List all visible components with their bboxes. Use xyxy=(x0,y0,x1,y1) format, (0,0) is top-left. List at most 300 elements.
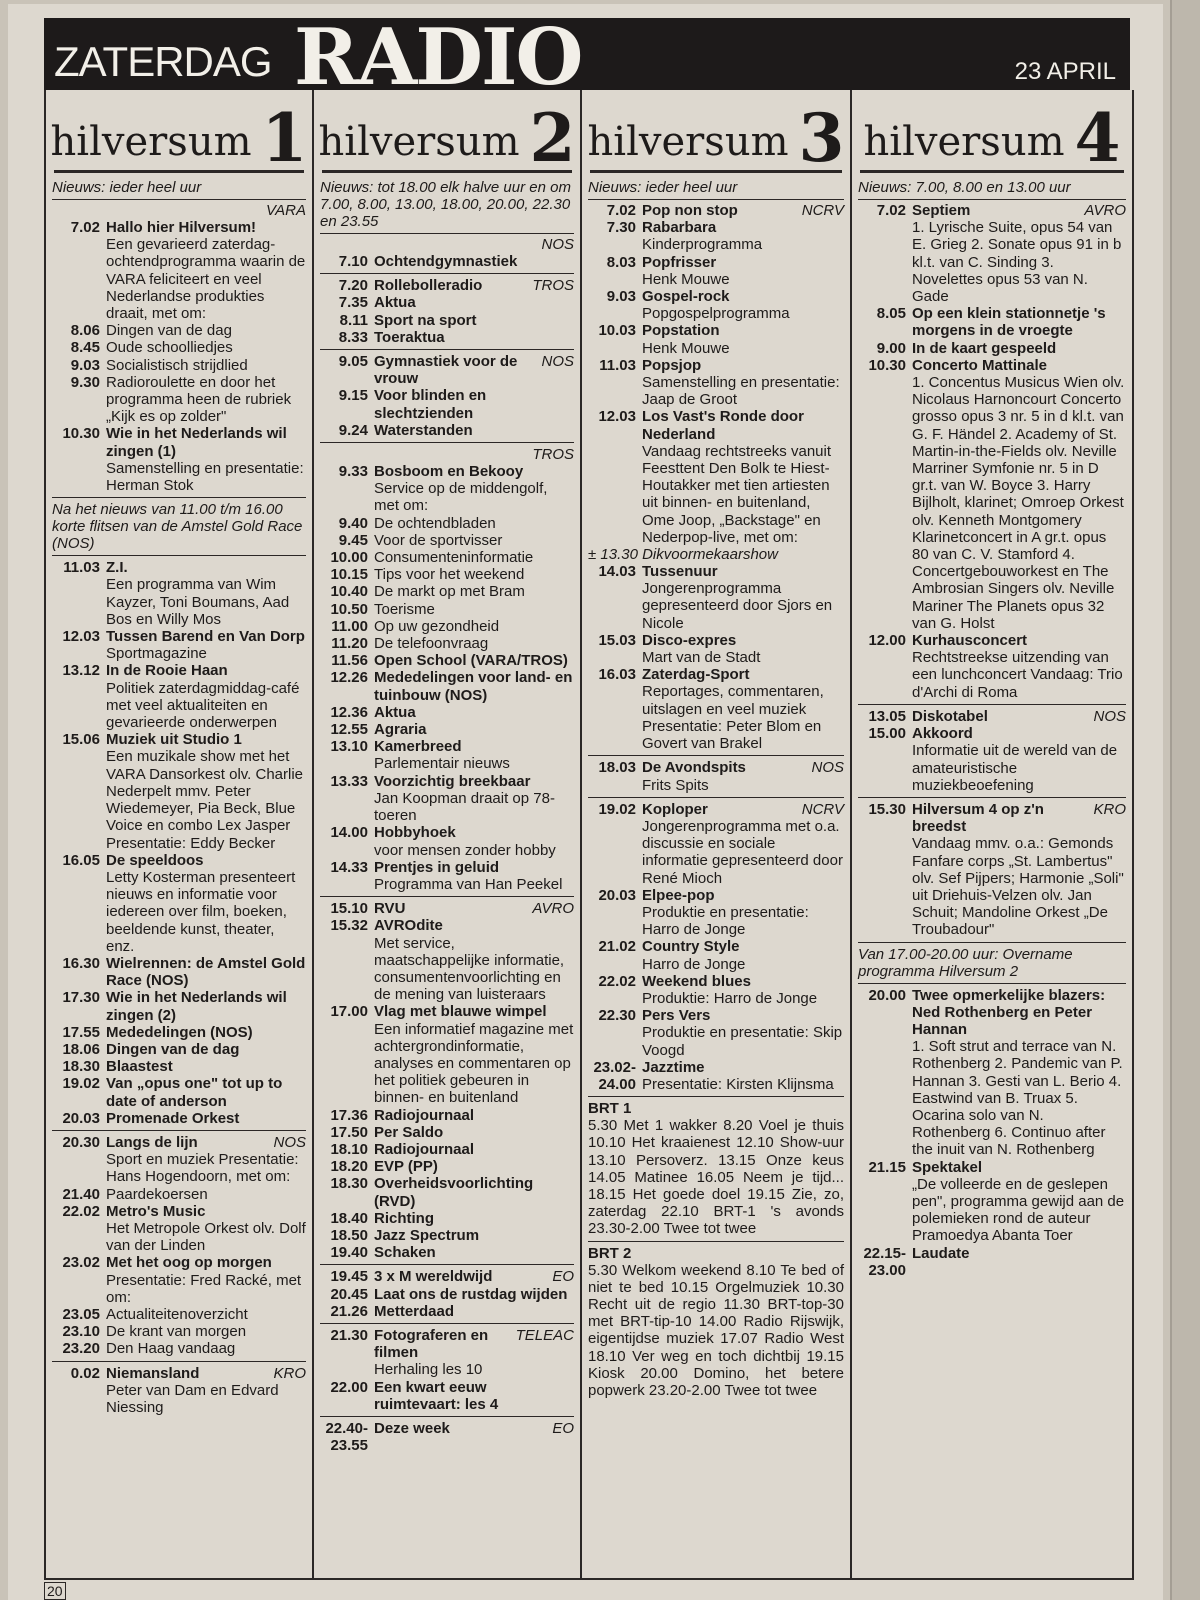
program-body xyxy=(642,322,844,356)
program-title: Los Vast's Ronde door Nederland xyxy=(642,408,804,443)
program-description: Toerisme xyxy=(374,600,435,618)
header-day: ZATERDAG xyxy=(54,38,272,85)
program-entry xyxy=(320,859,574,893)
program-title-line xyxy=(106,1254,306,1271)
program-description: Produktie en presentatie: Skip Voogd xyxy=(642,1024,843,1059)
program-description: Actualiteitenoverzicht xyxy=(106,1305,248,1323)
program-description: Politiek zaterdagmiddag-café met veel aktualiteiten en gevarieerde onderwerpen xyxy=(106,679,300,732)
program-title: RVU xyxy=(374,900,406,918)
program-time: 10.30 xyxy=(868,356,906,374)
program-time: 9.40 xyxy=(338,514,368,532)
program-body xyxy=(374,635,574,652)
program-title: Rollebolleradio xyxy=(374,277,483,295)
program-title-line xyxy=(912,1245,1126,1262)
program-entry xyxy=(52,628,306,662)
program-title-line xyxy=(642,938,844,955)
program-description: Vandaag mmv. o.a.: Gemonds Fanfare corps „St. Lambertus" olv. Sef Pijpers; Harmonie „Soli" uit Driehuis-Velzen olv. Jan Schuit; Mandoline Orkest „De Troubadour" xyxy=(912,835,1124,939)
program-time: 9.03 xyxy=(70,356,100,374)
schedule-note: ± 13.30 Dikvoormekaarshow xyxy=(588,546,778,564)
program-time: 19.02 xyxy=(598,800,636,818)
program-entry xyxy=(320,1003,574,1106)
program-body xyxy=(642,254,844,288)
program-entry xyxy=(52,852,306,955)
program-title-line xyxy=(374,294,574,311)
program-time: 12.36 xyxy=(330,703,368,721)
program-entry xyxy=(588,563,844,632)
program-time: 23.10 xyxy=(62,1323,100,1341)
brt-schedule: 5.30 Welkom weekend 8.10 Te bed of niet te bed 10.15 Orgelmuziek 10.30 Recht uit de regio 11.30 BRT-top-30 met BRT-tip-10 14.00 Radio Rijswijk, eigentijdse muziek 17.07 Radio West 18.10 Ver weg en toch dichtbij 19.15 Kiosk 20.00 Domino, het betere popwerk 23.20-2.00 Twee tot twee xyxy=(588,1261,844,1399)
program-description: Frits Spits xyxy=(642,776,709,794)
program-body xyxy=(374,900,574,917)
program-entry xyxy=(320,1379,574,1413)
program-entry xyxy=(320,900,574,917)
program-title: Aktua xyxy=(374,294,416,312)
program-entry xyxy=(320,1286,574,1303)
divider xyxy=(320,442,574,443)
program-entry xyxy=(858,632,1126,701)
program-grid xyxy=(44,90,1134,1580)
program-title: Langs de lijn xyxy=(106,1133,198,1151)
program-description: De krant van morgen xyxy=(106,1323,247,1341)
program-title: Op een klein stationnetje 's morgens in de vroegte xyxy=(912,305,1106,340)
program-entry xyxy=(320,618,574,635)
program-entry xyxy=(858,357,1126,632)
program-title-line xyxy=(374,277,574,294)
program-title-line xyxy=(106,989,306,1023)
program-body xyxy=(374,669,574,703)
program-title-line xyxy=(106,1203,306,1220)
program-title: Wie in het Nederlands wil zingen (1) xyxy=(106,425,287,460)
program-description: Op uw gezondheid xyxy=(374,617,500,635)
program-title: Tussenuur xyxy=(642,563,718,581)
program-title-line xyxy=(642,408,844,442)
program-title-line xyxy=(106,1041,306,1058)
program-time: 20.03 xyxy=(62,1109,100,1127)
news-schedule: Nieuws: tot 18.00 elk halve uur en om 7.00, 8.00, 13.00, 18.00, 20.00, 22.30 en 23.55 xyxy=(320,179,574,234)
broadcaster: NOS xyxy=(811,759,844,777)
program-title-line xyxy=(642,254,844,271)
program-title-line xyxy=(106,1134,306,1151)
brt-heading: BRT 1 xyxy=(588,1100,632,1118)
program-entry xyxy=(320,1244,574,1261)
program-body xyxy=(374,1268,574,1285)
program-title: Blaastest xyxy=(106,1058,173,1076)
program-body xyxy=(106,339,306,356)
program-body xyxy=(106,1110,306,1127)
program-time: 9.24 xyxy=(338,421,368,439)
program-time: 18.50 xyxy=(330,1226,368,1244)
program-entry xyxy=(320,353,574,387)
program-title-line xyxy=(374,738,574,755)
program-title: Z.I. xyxy=(106,559,128,577)
program-time: 21.40 xyxy=(62,1185,100,1203)
program-entry xyxy=(52,1323,306,1340)
program-title-line xyxy=(374,422,574,439)
program-entry xyxy=(320,635,574,652)
program-time: 10.40 xyxy=(330,583,368,601)
program-body xyxy=(642,563,844,632)
program-title-line xyxy=(106,1024,306,1041)
program-time: 8.05 xyxy=(876,305,906,323)
program-time: 20.45 xyxy=(330,1285,368,1303)
program-body xyxy=(642,219,844,253)
program-entry xyxy=(320,601,574,618)
program-description: Consumenteninformatie xyxy=(374,549,534,567)
program-description: Parlementair nieuws xyxy=(374,755,510,773)
program-description: Presentatie: Kirsten Klijnsma xyxy=(642,1075,834,1093)
program-body xyxy=(106,1306,306,1323)
divider xyxy=(588,1096,844,1097)
news-schedule: Nieuws: 7.00, 8.00 en 13.00 uur xyxy=(858,179,1126,200)
program-entry xyxy=(320,422,574,439)
program-body xyxy=(912,1159,1126,1245)
program-entry xyxy=(588,322,844,356)
divider xyxy=(320,273,574,274)
program-body xyxy=(912,725,1126,794)
divider xyxy=(320,1323,574,1324)
program-entry xyxy=(588,357,844,409)
program-time: 11.03 xyxy=(599,356,636,374)
program-body xyxy=(106,1323,306,1340)
broadcaster-label: TROS xyxy=(532,446,574,464)
program-title-line xyxy=(106,425,306,459)
program-body xyxy=(374,515,574,532)
program-time: 20.00 xyxy=(868,986,906,1004)
program-entry xyxy=(320,387,574,421)
program-body xyxy=(642,202,844,219)
program-entry xyxy=(320,277,574,294)
program-title: Voorzichtig breekbaar xyxy=(374,772,531,790)
program-title: Laudate xyxy=(912,1244,970,1262)
program-body xyxy=(374,618,574,635)
divider xyxy=(52,1361,306,1362)
program-body xyxy=(374,738,574,772)
program-body xyxy=(106,425,306,494)
program-title: EVP (PP) xyxy=(374,1158,438,1176)
program-time: 11.56 xyxy=(331,652,368,670)
program-time: 16.30 xyxy=(62,954,100,972)
program-entry xyxy=(320,515,574,532)
program-title: Wielrennen: de Amstel Gold Race (NOS) xyxy=(106,954,306,990)
program-body xyxy=(374,721,574,738)
program-body xyxy=(374,1244,574,1261)
brt-block xyxy=(588,1100,844,1237)
program-title: Toeraktua xyxy=(374,328,445,346)
program-time: 21.02 xyxy=(598,938,636,956)
program-time: 8.06 xyxy=(70,322,100,340)
program-entry xyxy=(320,1107,574,1124)
broadcaster: AVRO xyxy=(1084,202,1126,219)
program-title: Concerto Mattinale xyxy=(912,356,1048,374)
program-description: De ochtendbladen xyxy=(374,514,496,532)
program-title-line xyxy=(374,312,574,329)
program-time: 21.26 xyxy=(330,1302,368,1320)
program-time: 13.10 xyxy=(330,738,368,756)
program-description: Een gevarieerd zaterdag-ochtendprogramma waarin de VARA feliciteert en veel Nederlandse produkties draait, met om: xyxy=(106,236,306,323)
program-description: Presentatie: Fred Racké, met om: xyxy=(106,1271,302,1306)
program-title-line xyxy=(374,1210,574,1227)
program-title: In de Rooie Haan xyxy=(106,662,228,680)
program-time: 9.15 xyxy=(338,387,368,405)
program-title: Metterdaad xyxy=(374,1302,455,1320)
program-body xyxy=(106,1041,306,1058)
program-entry xyxy=(52,1041,306,1058)
divider xyxy=(320,1416,574,1417)
program-title: Gymnastiek voor de vrouw xyxy=(374,353,518,388)
program-body xyxy=(106,662,306,731)
program-title: Akkoord xyxy=(912,725,973,743)
program-entry xyxy=(858,708,1126,725)
program-description: Samenstelling en presentatie: Jaap de Groot xyxy=(642,374,840,409)
program-title-line xyxy=(912,202,1126,219)
program-title-line xyxy=(642,801,844,818)
program-body xyxy=(106,1058,306,1075)
program-body xyxy=(374,463,574,515)
program-title-line xyxy=(106,1110,306,1127)
schedule-note: Van 17.00-20.00 uur: Overname programma Hilversum 2 xyxy=(858,945,1073,980)
program-body xyxy=(374,1141,574,1158)
program-description: Reportages, commentaren, uitslagen en veel muziek Presentatie: Peter Blom en Govert van Brakel xyxy=(642,683,824,753)
program-title-line xyxy=(912,305,1126,339)
program-time: 7.35 xyxy=(338,294,368,312)
program-time: 9.00 xyxy=(876,339,906,357)
program-body xyxy=(642,1059,844,1093)
program-entry xyxy=(320,1141,574,1158)
program-entry xyxy=(52,219,306,322)
program-time: 9.05 xyxy=(338,353,368,371)
program-time: 10.50 xyxy=(330,600,368,618)
program-time: 18.10 xyxy=(330,1140,368,1158)
station-number: 1 xyxy=(261,99,308,177)
program-body xyxy=(374,1210,574,1227)
program-title: Mededelingen (NOS) xyxy=(106,1023,253,1041)
program-body xyxy=(642,801,844,887)
program-title: Popsjop xyxy=(642,356,702,374)
program-title: Spektakel xyxy=(912,1158,983,1176)
program-body xyxy=(374,824,574,858)
program-entry xyxy=(52,1110,306,1127)
program-body xyxy=(912,1245,1126,1279)
program-entry xyxy=(52,374,306,426)
program-time: 7.20 xyxy=(338,277,368,295)
program-title: Aktua xyxy=(374,703,416,721)
program-time: 9.33 xyxy=(338,463,368,481)
program-description: Programma van Han Peekel xyxy=(374,875,563,893)
program-description: Mart van de Stadt xyxy=(642,649,761,667)
program-entry xyxy=(588,408,844,546)
program-description: Peter van Dam en Edvard Niessing xyxy=(106,1381,279,1416)
program-description: Henk Mouwe xyxy=(642,270,730,288)
program-description: Produktie en presentatie: Harro de Jonge xyxy=(642,903,809,939)
program-title-line xyxy=(642,1059,844,1076)
program-entry xyxy=(320,463,574,515)
program-entry xyxy=(588,759,844,793)
program-body xyxy=(912,801,1126,939)
program-title-line xyxy=(374,1420,574,1437)
program-body xyxy=(374,773,574,825)
program-title-line xyxy=(374,1124,574,1141)
program-time: 14.03 xyxy=(598,563,636,581)
program-time: 19.45 xyxy=(330,1268,368,1286)
divider xyxy=(320,896,574,897)
program-entry xyxy=(52,662,306,731)
program-body xyxy=(642,288,844,322)
column-hilversum-1 xyxy=(46,90,314,1578)
program-entry xyxy=(588,666,844,752)
schedule-note: Na het nieuws van 11.00 t/m 16.00 korte flitsen van de Amstel Gold Race (NOS) xyxy=(52,501,303,553)
station-name: hilversum xyxy=(50,119,252,165)
program-body xyxy=(374,422,574,439)
program-body xyxy=(374,387,574,421)
program-body xyxy=(106,731,306,851)
broadcaster: TROS xyxy=(532,277,574,295)
program-description: Jongerenprogramma met o.a. discussie en sociale informatie gepresenteerd door René Mioch xyxy=(642,817,843,887)
program-time: 17.50 xyxy=(330,1123,368,1141)
program-entry xyxy=(320,253,574,270)
program-description: Met service, maatschappelijke informatie, consumentenvoorlichting en de mening van luisteraars xyxy=(374,934,565,1004)
station-name: hilversum xyxy=(587,119,789,165)
program-description: Voor de sportvisser xyxy=(374,531,503,549)
program-entry xyxy=(320,1327,574,1379)
program-entry xyxy=(320,917,574,1003)
program-time: 21.15 xyxy=(868,1158,906,1176)
program-title-line xyxy=(642,357,844,374)
program-entry xyxy=(320,652,574,669)
program-description: 1. Lyrische Suite, opus 54 van E. Grieg 2. Sonate opus 91 in b kl.t. van C. Sinding 3. Novelettes opus 53 van N. Gade xyxy=(912,219,1122,306)
program-body xyxy=(106,1024,306,1041)
program-time: 7.02 xyxy=(876,202,906,219)
program-title-line xyxy=(912,357,1126,374)
column-hilversum-3 xyxy=(582,90,852,1578)
program-title: Kamerbreed xyxy=(374,738,462,756)
program-entry xyxy=(320,773,574,825)
program-title: Weekend blues xyxy=(642,972,751,990)
program-body xyxy=(106,1186,306,1203)
program-title-line xyxy=(912,632,1126,649)
program-entry xyxy=(588,1007,844,1059)
program-time: 19.40 xyxy=(330,1244,368,1262)
station-name: hilversum xyxy=(318,119,520,165)
program-title: Radiojournaal xyxy=(374,1106,475,1124)
program-entry xyxy=(320,566,574,583)
program-time: 15.03 xyxy=(598,631,636,649)
program-title: Pop non stop xyxy=(642,202,738,219)
program-time: 19.02 xyxy=(62,1075,100,1093)
program-time: 11.00 xyxy=(331,617,368,635)
program-time: 18.20 xyxy=(330,1158,368,1176)
program-title-line xyxy=(374,1286,574,1303)
program-time: 15.32 xyxy=(330,917,368,935)
program-entry xyxy=(858,987,1126,1159)
program-description: Vandaag rechtstreeks vanuit Feesttent Den Bolk te Hiest-Houtakker met tien artiesten uit binnen- en buitenland, Ome Joop, „Backstage" en Nederpop-live, met om: xyxy=(642,442,832,546)
header-date: 23 APRIL xyxy=(1014,58,1116,85)
program-time: 13.33 xyxy=(330,772,368,790)
program-time: 10.30 xyxy=(62,425,100,443)
program-body xyxy=(912,632,1126,701)
program-body xyxy=(374,652,574,669)
broadcaster: TELEAC xyxy=(515,1326,574,1344)
station-name: hilversum xyxy=(863,119,1065,165)
program-entry xyxy=(52,989,306,1023)
program-time: 11.03 xyxy=(63,559,100,577)
program-entry xyxy=(588,1059,844,1093)
program-entry xyxy=(858,725,1126,794)
program-time: 17.00 xyxy=(330,1003,368,1021)
program-description: Het Metropole Orkest olv. Dolf van der Linden xyxy=(106,1219,306,1255)
program-title-line xyxy=(374,1141,574,1158)
program-entry xyxy=(52,1203,306,1255)
program-title-line xyxy=(642,202,844,219)
program-time: 16.05 xyxy=(62,851,100,869)
program-title: Per Saldo xyxy=(374,1123,444,1141)
program-title: Een kwart eeuw ruimtevaart: les 4 xyxy=(374,1378,499,1413)
program-body xyxy=(374,549,574,566)
program-time: 9.45 xyxy=(338,531,368,549)
program-title: AVROdite xyxy=(374,917,443,935)
program-body xyxy=(374,312,574,329)
next-page-edge xyxy=(1170,0,1200,1600)
program-title-line xyxy=(374,652,574,669)
divider xyxy=(588,755,844,756)
broadcaster: AVRO xyxy=(532,900,574,918)
program-description: Oude schoolliedjes xyxy=(106,339,233,357)
program-body xyxy=(106,989,306,1023)
program-time: 9.30 xyxy=(70,373,100,391)
broadcaster-label: VARA xyxy=(265,202,306,219)
program-description: Jongerenprogramma gepresenteerd door Sjors en Nicole xyxy=(642,580,833,632)
program-title-line xyxy=(374,253,574,270)
program-entry xyxy=(858,340,1126,357)
broadcaster: NOS xyxy=(541,353,574,371)
program-title: Waterstanden xyxy=(374,421,473,439)
program-title: Open School (VARA/TROS) xyxy=(374,652,568,670)
program-time: 12.26 xyxy=(330,669,368,687)
program-time: 12.03 xyxy=(598,408,636,426)
program-entry xyxy=(588,887,844,939)
station-number: 3 xyxy=(798,99,845,177)
program-entry xyxy=(588,801,844,887)
program-body xyxy=(642,357,844,409)
broadcaster: NCRV xyxy=(801,800,844,818)
program-description: De markt op met Bram xyxy=(374,583,525,601)
program-body xyxy=(106,1340,306,1357)
program-title-line xyxy=(912,340,1126,357)
program-time: 20.30 xyxy=(62,1133,100,1151)
program-body xyxy=(374,277,574,294)
page-number: 20 xyxy=(44,1582,66,1600)
divider xyxy=(320,349,574,350)
program-title: Kurhausconcert xyxy=(912,632,1028,650)
program-entry xyxy=(52,1306,306,1323)
program-time: 8.11 xyxy=(339,311,368,329)
program-description: Sport en muziek Presentatie: Hans Hogendoorn, met om: xyxy=(106,1151,299,1186)
program-entry xyxy=(52,357,306,374)
program-title-line xyxy=(374,1227,574,1244)
program-time: 11.20 xyxy=(331,635,368,653)
program-body xyxy=(374,917,574,1003)
program-description: voor mensen zonder hobby xyxy=(374,841,556,859)
program-description: Service op de middengolf, met om: xyxy=(374,480,548,515)
program-description: Rechtstreekse uitzending van een lunchconcert Vandaag: Trio d'Archi di Roma xyxy=(912,649,1123,701)
program-description: Letty Kosterman presenteert nieuws en informatie voor iedereen over film, boeken, beeldende kunst, theater, enz. xyxy=(106,868,296,955)
program-body xyxy=(642,632,844,666)
program-body xyxy=(642,887,844,939)
program-title: Promenade Orkest xyxy=(106,1109,240,1127)
program-entry xyxy=(52,1134,306,1186)
program-time: 17.30 xyxy=(62,989,100,1007)
program-title: Metro's Music xyxy=(106,1202,206,1220)
program-description: Een informatief magazine met achtergrondinformatie, analyses en commentaren op het politiek gebeuren in binnen- en buitenland xyxy=(374,1020,574,1107)
